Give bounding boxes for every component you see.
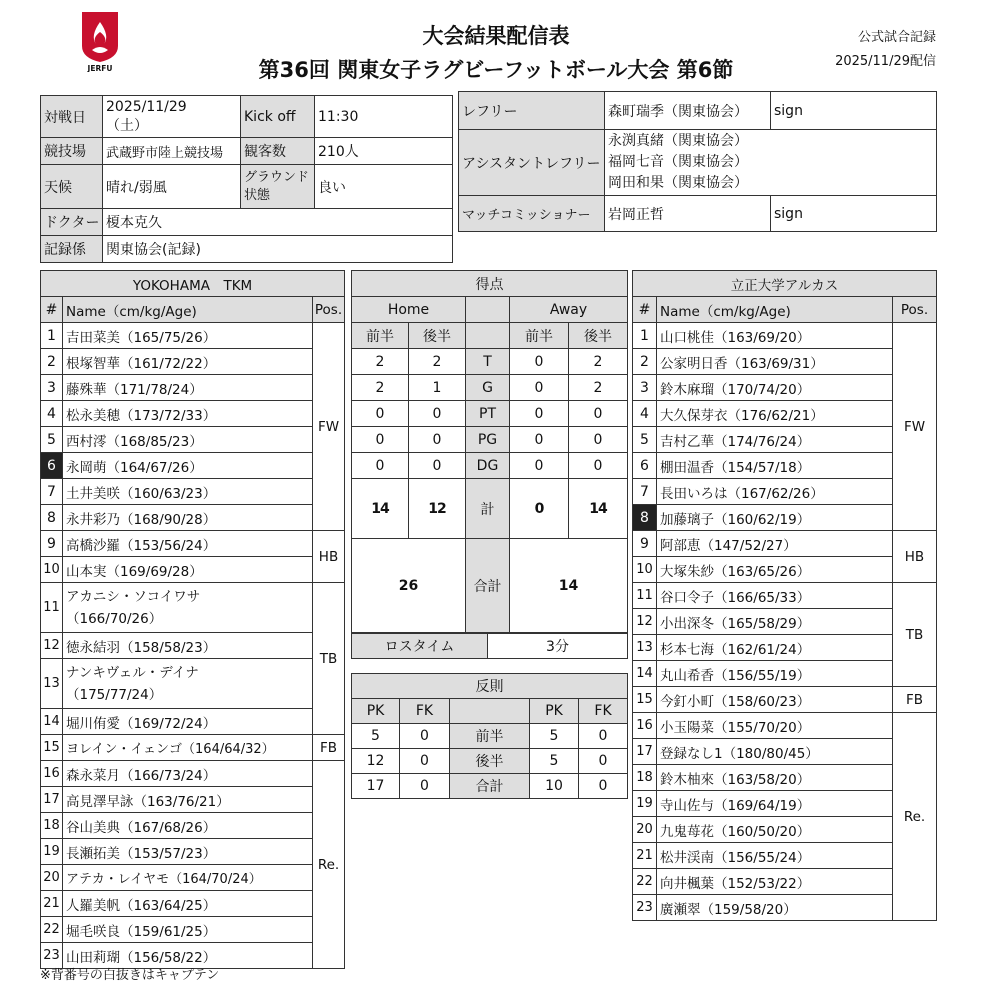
loss-time-label: ロスタイム (352, 634, 488, 659)
page-title: 大会結果配信表 (422, 24, 570, 48)
score-cell: 0 (352, 401, 409, 427)
penalty-cell: 17 (352, 774, 400, 799)
score-cell: 1 (409, 375, 466, 401)
home-player-num: 5 (41, 427, 63, 453)
ar-3: 岡田和果（関東協会） (608, 175, 748, 191)
score-cell: 0 (510, 349, 569, 375)
away-player-name: 小出深冬（165/58/29） (657, 609, 893, 635)
venue-label: 競技場 (41, 138, 103, 165)
home-player-name: 森永菜月（166/73/24） (63, 761, 313, 787)
home-first-half-total: 14 (352, 479, 409, 539)
home-player-stats: （166/70/26） (66, 610, 163, 627)
home-player-name: 長瀬拓美（153/57/23） (63, 839, 313, 865)
home-player-num: 3 (41, 375, 63, 401)
home-player-num: 12 (41, 633, 63, 659)
away-player-num: 10 (633, 557, 657, 583)
home-player-num: 15 (41, 735, 63, 761)
home-player-name: ナンキヴェル・デイナ (66, 664, 199, 681)
away-player-name: 阿部恵（147/52/27） (657, 531, 893, 557)
away-player-num: 1 (633, 323, 657, 349)
away-team-name: 立正大学アルカス (633, 271, 937, 297)
doctor-label: ドクター (41, 209, 103, 236)
score-cell: 2 (409, 349, 466, 375)
home-col-pos: Pos. (313, 297, 345, 323)
home-second-half-total: 12 (409, 479, 466, 539)
weekday-value: （土） (106, 117, 148, 134)
referee-label: レフリー (459, 92, 605, 130)
ar-1: 永渕真緒（関東協会） (608, 133, 748, 149)
home-player-name: 土井美咲（160/63/23） (63, 479, 313, 505)
home-player-name: 堀川侑愛（169/72/24） (63, 709, 313, 735)
away-player-num: 12 (633, 609, 657, 635)
away-player-num: 23 (633, 895, 657, 921)
away-col-num: # (633, 297, 657, 323)
away-player-name: 登録なし1（180/80/45） (657, 739, 893, 765)
away-player-name: 大塚朱紗（163/65/26） (657, 557, 893, 583)
page-subtitle: 第36回 関東女子ラグビーフットボール大会 第6節 (258, 58, 734, 82)
penalty-cell: 0 (579, 774, 628, 799)
away-player-num: 22 (633, 869, 657, 895)
home-player-num: 23 (41, 943, 63, 969)
score-cell: 0 (352, 453, 409, 479)
away-pos-tb: TB (893, 583, 937, 687)
home-player-name: 高見澤早詠（163/76/21） (63, 787, 313, 813)
penalty-row-label: 後半 (450, 749, 530, 774)
weather-value: 晴れ/弱風 (103, 165, 241, 209)
away-fk-header: FK (579, 699, 628, 724)
attendance-label: 観客数 (241, 138, 315, 165)
score-row-label: PG (466, 427, 510, 453)
score-row-label: G (466, 375, 510, 401)
away-player-name: 大久保芽衣（176/62/21） (657, 401, 893, 427)
home-player-num: 17 (41, 787, 63, 813)
score-cell: 0 (569, 427, 628, 453)
away-first-half-total: 0 (510, 479, 569, 539)
home-pk-header: PK (352, 699, 400, 724)
away-player-num: 3 (633, 375, 657, 401)
home-player-name: 高橋沙羅（153/56/24） (63, 531, 313, 557)
home-player-name: 山田莉瑚（156/58/22） (63, 943, 313, 969)
away-player-num: 20 (633, 817, 657, 843)
score-cell: 0 (510, 375, 569, 401)
away-col-name: Name（cm/kg/Age) (657, 297, 893, 323)
home-player-num: 9 (41, 531, 63, 557)
weather-label: 天候 (41, 165, 103, 209)
home-player-name: 根塚智華（161/72/22） (63, 349, 313, 375)
penalty-cell: 5 (530, 749, 579, 774)
away-player-name: 杉本七海（162/61/24） (657, 635, 893, 661)
home-player-num: 13 (41, 659, 63, 709)
away-player-name: 公家明日香（163/69/31） (657, 349, 893, 375)
home-player-name: 藤殊華（171/78/24） (63, 375, 313, 401)
score-cell: 0 (409, 401, 466, 427)
away-player-num: 7 (633, 479, 657, 505)
mc-value: 岩岡正哲 (605, 196, 771, 232)
home-player-name: 堀毛咲良（159/61/25） (63, 917, 313, 943)
away-player-num: 16 (633, 713, 657, 739)
penalty-cell: 5 (352, 724, 400, 749)
referee-sign: sign (771, 92, 937, 130)
home-team-name: YOKOHAMA TKM (41, 271, 345, 297)
kickoff-label: Kick off (241, 96, 315, 138)
ground-value: 良い (315, 165, 453, 209)
away-first-half-header: 前半 (510, 323, 569, 349)
home-player-name: 吉田菜美（165/75/26） (63, 323, 313, 349)
penalty-cell: 10 (530, 774, 579, 799)
away-player-name: 鈴木柚來（163/58/20） (657, 765, 893, 791)
loss-time-value: 3分 (488, 634, 628, 659)
home-player-name: 谷山美典（167/68/26） (63, 813, 313, 839)
penalties-table (351, 673, 628, 799)
kickoff-value: 11:30 (315, 96, 453, 138)
away-player-num: 9 (633, 531, 657, 557)
away-pos-fb: FB (893, 687, 937, 713)
logo-text: JERFU (87, 64, 113, 72)
ground-label-line2: 状態 (244, 187, 271, 203)
issued-date: 2025/11/29配信 (835, 54, 936, 69)
mc-label: マッチコミッショナー (459, 196, 605, 232)
away-player-num: 11 (633, 583, 657, 609)
away-player-num: 4 (633, 401, 657, 427)
away-player-num: 18 (633, 765, 657, 791)
home-pos-fw: FW (313, 323, 345, 531)
score-away-label: Away (510, 297, 628, 323)
score-cell: 2 (569, 349, 628, 375)
away-player-num: 17 (633, 739, 657, 765)
captain-footnote: ※背番号の白抜きはキャプテン (40, 968, 220, 983)
score-cell: 0 (510, 453, 569, 479)
home-pos-tb: TB (313, 583, 345, 735)
home-player-name: ヨレイン・イェンゴ（164/64/32） (63, 735, 313, 761)
home-player-num: 18 (41, 813, 63, 839)
score-home-label: Home (352, 297, 466, 323)
penalty-cell: 0 (400, 749, 450, 774)
away-total-score: 14 (510, 539, 628, 633)
home-player-name: 永岡萌（164/67/26） (63, 453, 313, 479)
away-player-name: 吉村乙華（174/76/24） (657, 427, 893, 453)
away-second-half-total: 14 (569, 479, 628, 539)
doctor-value: 榎本克久 (103, 209, 453, 236)
home-player-stats: （175/77/24） (66, 686, 163, 703)
penalty-cell: 0 (400, 774, 450, 799)
score-cell: 0 (569, 453, 628, 479)
referee-value: 森町瑞季（関東協会） (605, 92, 771, 130)
score-row-label: DG (466, 453, 510, 479)
home-fk-header: FK (400, 699, 450, 724)
attendance-value: 210人 (315, 138, 453, 165)
penalty-cell: 5 (530, 724, 579, 749)
away-player-num: 19 (633, 791, 657, 817)
home-player-name: 徳永結羽（158/58/23） (63, 633, 313, 659)
away-player-name: 廣瀬翠（159/58/20） (657, 895, 893, 921)
home-team-table (40, 270, 345, 969)
away-player-name: 向井楓葉（152/53/22） (657, 869, 893, 895)
home-total-score: 26 (352, 539, 466, 633)
away-col-pos: Pos. (893, 297, 937, 323)
score-cell: 2 (569, 375, 628, 401)
away-player-name: 加藤璃子（160/62/19） (657, 505, 893, 531)
home-player-num: 11 (41, 583, 63, 633)
score-cell: 0 (352, 427, 409, 453)
home-col-name: Name（cm/kg/Age) (63, 297, 313, 323)
home-player-name: 山本実（169/69/28） (63, 557, 313, 583)
penalty-cell: 0 (579, 724, 628, 749)
away-player-num: 2 (633, 349, 657, 375)
penalty-row-label: 前半 (450, 724, 530, 749)
score-cell: 2 (352, 349, 409, 375)
recorder-label: 記録係 (41, 236, 103, 263)
penalties-title: 反則 (352, 674, 628, 699)
home-player-name: 西村澪（168/85/23） (63, 427, 313, 453)
home-player-num: 19 (41, 839, 63, 865)
home-pos-re: Re. (313, 761, 345, 969)
home-pos-fb: FB (313, 735, 345, 761)
score-title: 得点 (352, 271, 628, 297)
home-captain-num: 6 (41, 453, 63, 479)
home-player-name: アカニシ・ソコイワサ (66, 588, 201, 605)
score-cell: 0 (409, 453, 466, 479)
home-player-num: 20 (41, 865, 63, 891)
away-player-name: 山口桃佳（163/69/20） (657, 323, 893, 349)
home-player-num: 22 (41, 917, 63, 943)
away-pos-hb: HB (893, 531, 937, 583)
home-player-num: 14 (41, 709, 63, 735)
loss-time-table (351, 633, 628, 659)
home-player-num: 7 (41, 479, 63, 505)
subtotal-label: 計 (466, 479, 510, 539)
score-cell: 0 (510, 401, 569, 427)
home-player-name: 永井彩乃（168/90/28） (63, 505, 313, 531)
ar-label: アシスタントレフリー (459, 130, 605, 196)
home-player-num: 21 (41, 891, 63, 917)
away-player-name: 鈴木麻瑠（170/74/20） (657, 375, 893, 401)
home-player-num: 2 (41, 349, 63, 375)
away-player-num: 13 (633, 635, 657, 661)
score-row-label: PT (466, 401, 510, 427)
away-player-name: 長田いろは（167/62/26） (657, 479, 893, 505)
mc-sign: sign (771, 196, 937, 232)
home-player-num: 8 (41, 505, 63, 531)
recorder-value: 関東協会(記録) (103, 236, 453, 263)
penalty-cell: 0 (579, 749, 628, 774)
away-team-table (632, 270, 937, 921)
away-player-num: 21 (633, 843, 657, 869)
date-label: 対戦日 (41, 96, 103, 138)
away-captain-num: 8 (633, 505, 657, 531)
home-first-half-header: 前半 (352, 323, 409, 349)
score-cell: 0 (569, 401, 628, 427)
score-table (351, 270, 628, 633)
home-col-num: # (41, 297, 63, 323)
score-cell: 2 (352, 375, 409, 401)
away-player-num: 6 (633, 453, 657, 479)
ground-label-line1: グラウンド (244, 169, 310, 185)
venue-value: 武蔵野市陸上競技場 (103, 138, 241, 165)
home-player-name: 人羅美帆（163/64/25） (63, 891, 313, 917)
penalty-row-label: 合計 (450, 774, 530, 799)
home-player-name: アテカ・レイヤモ（164/70/24） (63, 865, 313, 891)
away-player-name: 九鬼苺花（160/50/20） (657, 817, 893, 843)
away-pk-header: PK (530, 699, 579, 724)
official-record-label: 公式試合記録 (857, 30, 936, 45)
away-player-name: 寺山佐与（169/64/19） (657, 791, 893, 817)
home-pos-hb: HB (313, 531, 345, 583)
home-player-num: 4 (41, 401, 63, 427)
away-player-name: 松井渓南（156/55/24） (657, 843, 893, 869)
penalty-cell: 0 (400, 724, 450, 749)
home-player-num: 16 (41, 761, 63, 787)
score-cell: 0 (510, 427, 569, 453)
away-player-name: 小玉陽菜（155/70/20） (657, 713, 893, 739)
match-info-table (40, 95, 453, 263)
score-cell: 0 (409, 427, 466, 453)
date-value: 2025/11/29 (106, 98, 187, 115)
away-pos-fw: FW (893, 323, 937, 531)
away-player-num: 14 (633, 661, 657, 687)
home-player-name: 松永美穂（173/72/33） (63, 401, 313, 427)
home-player-num: 10 (41, 557, 63, 583)
home-player-num: 1 (41, 323, 63, 349)
away-second-half-header: 後半 (569, 323, 628, 349)
home-second-half-header: 後半 (409, 323, 466, 349)
away-player-name: 丸山希香（156/55/19） (657, 661, 893, 687)
away-player-num: 15 (633, 687, 657, 713)
away-pos-re: Re. (893, 713, 937, 921)
ar-2: 福岡七音（関東協会） (608, 154, 748, 170)
score-row-label: T (466, 349, 510, 375)
officials-table (458, 91, 937, 232)
total-label: 合計 (466, 539, 510, 633)
away-player-name: 棚田温香（154/57/18） (657, 453, 893, 479)
penalty-cell: 12 (352, 749, 400, 774)
away-player-name: 谷口令子（166/65/33） (657, 583, 893, 609)
away-player-name: 今釘小町（158/60/23） (657, 687, 893, 713)
away-player-num: 5 (633, 427, 657, 453)
